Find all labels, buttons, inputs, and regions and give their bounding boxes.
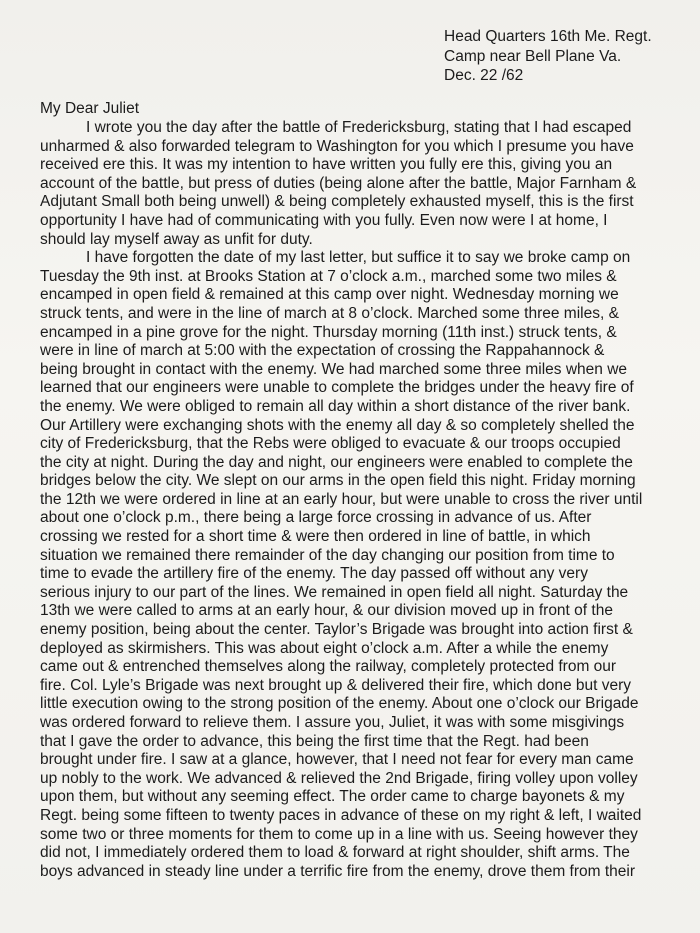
body-line: I have forgotten the date of my last letter, but suffice it to say we broke camp on (86, 249, 631, 267)
body-line: bridges below the city. We slept on our arms in the open field this night. Friday morning (40, 472, 636, 490)
body-line: brought under fire. I saw at a glance, however, that I need not fear for every man came (40, 751, 634, 769)
heading-line-1: Head Quarters 16th Me. Regt. (444, 28, 652, 45)
body-line: Our Artillery were exchanging shots with the enemy all day & so completely shelled the (40, 416, 635, 434)
body-line: time to evade the artillery fire of the enemy. The day passed off without any very (40, 565, 588, 583)
body-line: 13th we were called to arms at an early hour, & our division moved up in front of the (40, 602, 613, 620)
salutation: My Dear Juliet (40, 100, 140, 117)
body-line: up nobly to the work. We advanced & relieved the 2nd Brigade, firing volley upon volley (40, 769, 638, 787)
body-line: deployed as skirmishers. This was about eight o’clock a.m. After a while the enemy (40, 639, 609, 657)
body-line: crossing we rested for a short time & were then ordered in line of battle, in which (40, 528, 591, 546)
body-line: little execution owing to the strong position of the enemy. About one o’clock our Brigade (40, 695, 639, 713)
letter-heading (444, 27, 652, 86)
body-line: some two or three moments for them to come up in a line with us. Seeing however they (40, 825, 638, 843)
body-line: unharmed & also forwarded telegram to Washington for you which I presume you have (40, 137, 634, 155)
body-line: received ere this. It was my intention to have written you fully ere this, giving you an (40, 156, 613, 174)
body-line: opportunity I have had of communicating with you fully. Even now were I at home, I (40, 211, 608, 229)
body-line: did not, I immediately ordered them to load & forward at right shoulder, shift arms. The (40, 844, 630, 862)
body-line: about one o’clock p.m., there being a large force crossing in advance of us. After (40, 509, 592, 527)
body-line: was ordered forward to relieve them. I assure you, Juliet, it was with some misgivings (40, 714, 625, 731)
heading-line-2: Camp near Bell Plane Va. (444, 47, 622, 65)
body-line: encamped in a pine grove for the night. Thursday morning (11th inst.) struck tents, & (40, 323, 617, 341)
body-line: Tuesday the 9th inst. at Brooks Station at 7 o’clock a.m., marched some two miles & (40, 267, 617, 285)
body-line: learned that our engineers were unable to complete the bridges under the heavy fire of (40, 379, 634, 397)
body-line: came out & entrenched themselves along the railway, completely protected from our (40, 658, 617, 676)
letter-body (40, 119, 642, 881)
body-line: serious injury to our part of the lines. We remained in open field all night. Saturday the (40, 583, 629, 601)
body-line: upon them, but without any seeming effect. The order came to charge bayonets & my (40, 788, 625, 806)
body-line: that I gave the order to advance, this being the first time that the Regt. had been (40, 732, 589, 750)
body-line: account of the battle, but press of duties (being alone after the battle, Major Farnham & (40, 174, 637, 192)
body-line: situation we remained there remainder of the day changing our position from time to (40, 546, 615, 564)
body-line: encamped in open field & remained at this camp over night. Wednesday morning we (40, 286, 619, 304)
body-line: were in line of march at 5:00 with the expectation of crossing the Rappahannock & (40, 342, 605, 360)
body-line: I wrote you the day after the battle of Fredericksburg, stating that I had escaped (86, 119, 632, 136)
body-line: Adjutant Small both being unwell) & being completely exhausted myself, this is the first (40, 193, 634, 211)
body-line: city of Fredericksburg, that the Rebs were obliged to evacuate & our troops occupied (40, 435, 621, 453)
body-line: should lay myself away as unfit for duty. (40, 230, 313, 248)
body-line: the enemy. We were obliged to remain all day within a short distance of the river bank. (40, 397, 631, 415)
body-line: being brought in contact with the enemy. We had marched some three miles when we (40, 360, 628, 378)
body-line: Regt. being some fifteen to twenty paces in advance of these on my right & left, I waited (40, 806, 642, 824)
body-line: the 12th we were ordered in line at an early hour, but were unable to cross the river until (40, 490, 643, 508)
body-line: the city at night. During the day and night, our engineers were enabled to complete the (40, 453, 633, 471)
body-line: enemy position, being about the center. Taylor’s Brigade was brought into action first & (40, 621, 633, 639)
body-line: struck tents, and were in the line of march at 8 o’clock. Marched some three miles, & (40, 304, 619, 322)
body-line: boys advanced in steady line under a terrific fire from the enemy, drove them from their (40, 862, 636, 880)
heading-date: Dec. 22 /62 (444, 67, 524, 84)
body-line: fire. Col. Lyle’s Brigade was next brought up & delivered their fire, which done but very (40, 676, 632, 694)
